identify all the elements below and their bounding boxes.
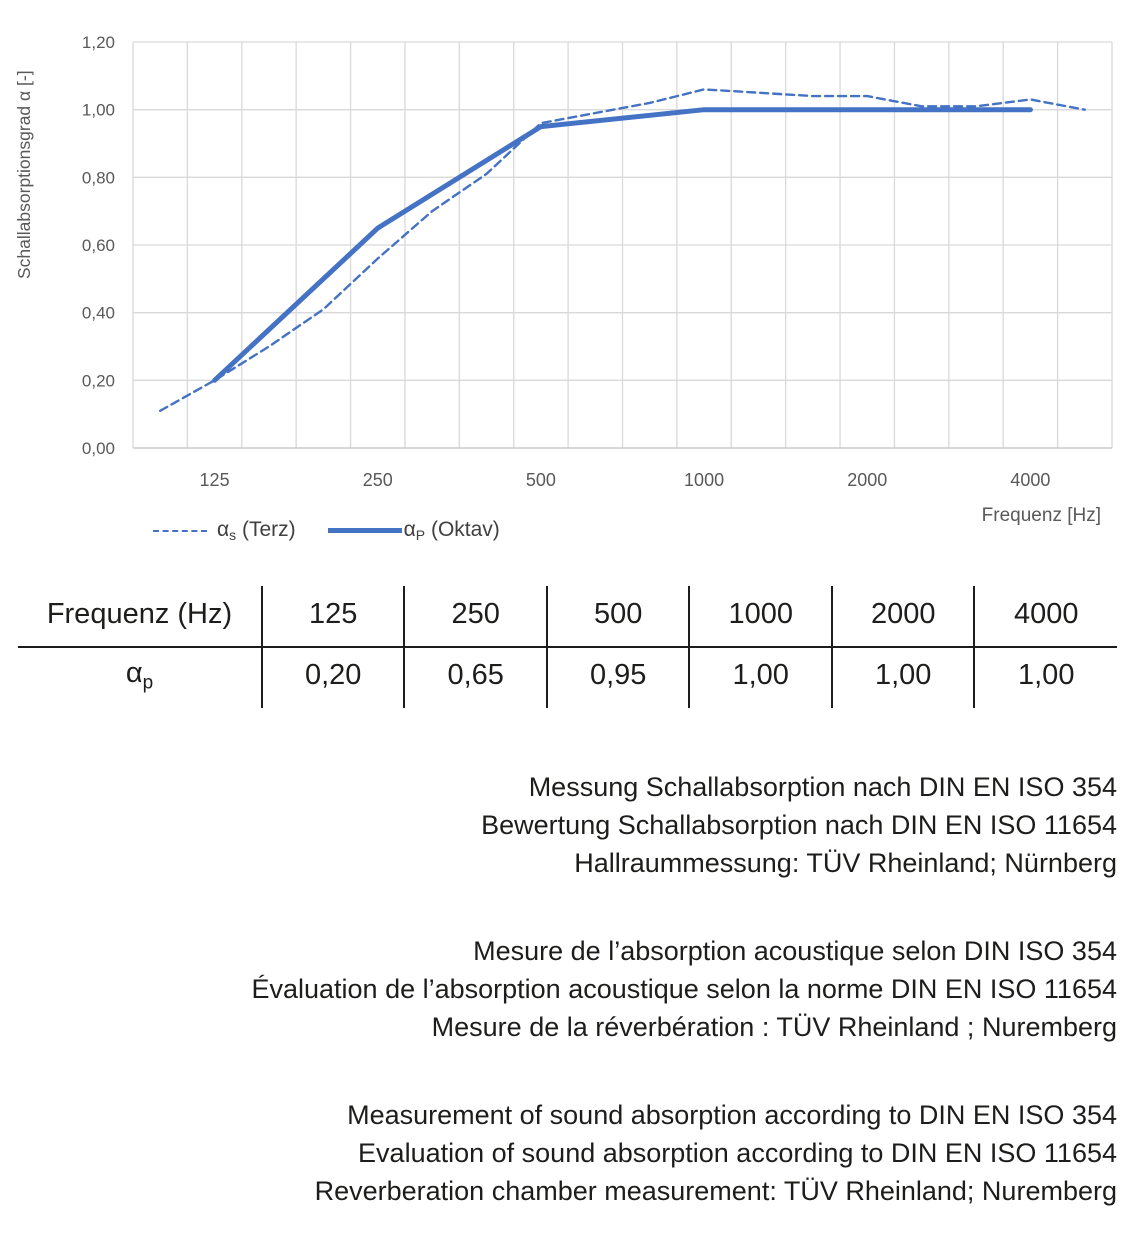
x-tick-labels xyxy=(200,470,1051,490)
legend-label-alpha-s xyxy=(217,518,296,543)
svg-text:1,00: 1,00 xyxy=(81,100,115,120)
note-line: Mesure de la réverbération : TÜV Rheinland ; Nuremberg xyxy=(431,1012,1117,1042)
svg-text:250: 250 xyxy=(362,470,393,490)
alpha-symbol: α xyxy=(217,518,230,541)
table-header-2000: 2000 xyxy=(832,586,975,647)
note-line: Bewertung Schallabsorption nach DIN EN ISO 11654 xyxy=(481,810,1117,840)
table-header-frequency: Frequenz (Hz) xyxy=(18,586,262,647)
table-header-125: 125 xyxy=(262,586,405,647)
measurement-notes xyxy=(18,768,1117,1234)
svg-text:0,00: 0,00 xyxy=(81,439,115,458)
table-row-label-alpha-p xyxy=(18,647,262,708)
chart-legend xyxy=(153,518,500,543)
table-value-250: 0,65 xyxy=(404,647,547,708)
svg-text:1000: 1000 xyxy=(684,470,725,490)
svg-text:0,80: 0,80 xyxy=(81,168,115,188)
table-value-1000: 1,00 xyxy=(689,647,832,708)
note-block-german xyxy=(18,768,1117,882)
note-line: Measurement of sound absorption according to DIN EN ISO 354 xyxy=(347,1100,1117,1130)
svg-text:0,60: 0,60 xyxy=(81,236,115,255)
alpha-subscript: P xyxy=(415,527,426,544)
table-header-500: 500 xyxy=(547,586,690,647)
x-axis-title: Frequenz [Hz] xyxy=(981,505,1101,526)
note-block-french xyxy=(18,932,1117,1046)
note-line: Mesure de l’absorption acoustique selon DIN ISO 354 xyxy=(473,936,1117,966)
absorption-chart xyxy=(0,0,1135,575)
legend-solid-line-sample xyxy=(328,528,402,533)
svg-text:1,20: 1,20 xyxy=(81,33,115,52)
alpha-subscript: s xyxy=(229,527,237,544)
note-line: Messung Schallabsorption nach DIN EN ISO 354 xyxy=(528,772,1117,802)
table-value-row xyxy=(18,647,1117,708)
table-header-250: 250 xyxy=(404,586,547,647)
svg-text:125: 125 xyxy=(199,470,230,490)
note-line: Reverberation chamber measurement: TÜV Rheinland; Nuremberg xyxy=(314,1176,1117,1206)
y-tick-labels xyxy=(82,33,115,458)
table-value-4000: 1,00 xyxy=(974,647,1117,708)
alpha-subscript: p xyxy=(142,672,154,694)
table-header-row xyxy=(18,586,1117,647)
svg-text:500: 500 xyxy=(525,470,556,490)
svg-text:0,40: 0,40 xyxy=(81,303,115,323)
note-line: Évaluation de l’absorption acoustique selon la norme DIN EN ISO 11654 xyxy=(251,974,1117,1004)
gridlines xyxy=(133,42,1112,448)
note-line: Evaluation of sound absorption according to DIN EN ISO 11654 xyxy=(358,1138,1117,1168)
legend-series-name: (Oktav) xyxy=(425,518,500,541)
table-header-1000: 1000 xyxy=(689,586,832,647)
svg-text:2000: 2000 xyxy=(847,470,888,490)
table-value-2000: 1,00 xyxy=(832,647,975,708)
svg-text:4000: 4000 xyxy=(1010,470,1051,490)
table-value-125: 0,20 xyxy=(262,647,405,708)
note-line: Hallraummessung: TÜV Rheinland; Nürnberg xyxy=(574,848,1117,878)
chart-plot-area xyxy=(0,0,1135,500)
alpha-symbol: α xyxy=(125,657,143,689)
legend-series-name: (Terz) xyxy=(236,518,296,541)
legend-label-alpha-p xyxy=(404,518,500,543)
svg-text:0,20: 0,20 xyxy=(81,371,115,391)
legend-dashed-line-sample xyxy=(153,530,207,532)
alpha-symbol: α xyxy=(403,518,416,541)
y-axis-title: Schallabsorptionsgrad α [-] xyxy=(14,70,34,280)
absorption-table xyxy=(18,586,1117,708)
table-header-4000: 4000 xyxy=(974,586,1117,647)
table-value-500: 0,95 xyxy=(547,647,690,708)
note-block-english xyxy=(18,1096,1117,1210)
